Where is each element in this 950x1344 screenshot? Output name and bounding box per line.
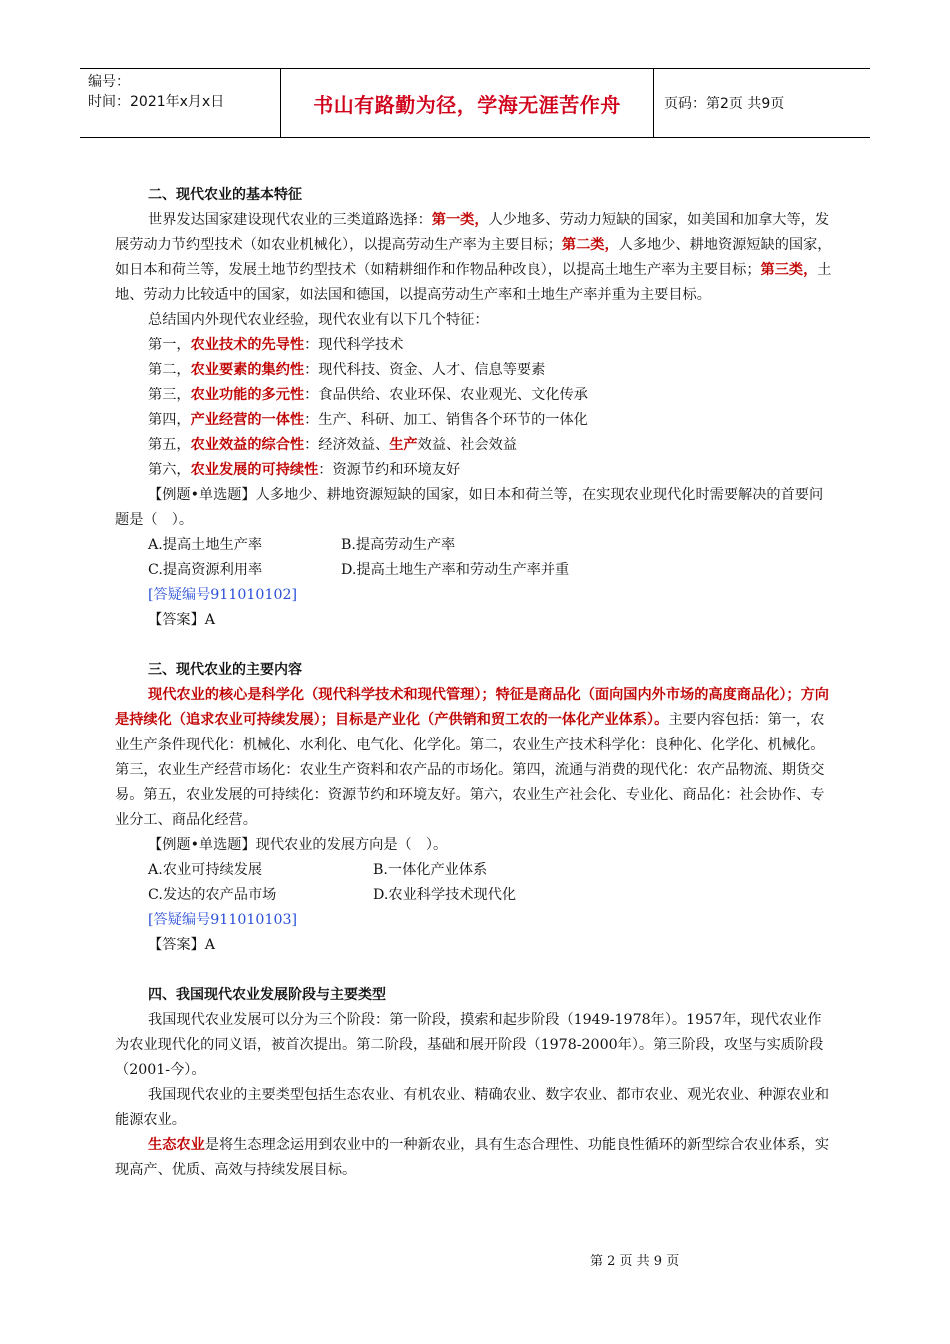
feature-item: [115, 383, 835, 408]
feature-key: 农业要素的集约性: [190, 362, 305, 378]
text-run: 人多地少、耕地资源短缺的国家，如日本和荷兰等，发展土地节约型技术（如精耕细作和作物品种改良），以提高土地生产率为主要目标；: [115, 237, 832, 278]
feature-desc: ：食品供给、农业环保、农业观光、文化传承: [304, 387, 588, 403]
highlight-second-type: 第二类，: [561, 237, 619, 253]
feature-prefix: 第一，: [148, 337, 191, 353]
section-2-paragraph-2: 总结国内外现代农业经验，现代农业有以下几个特征：: [148, 312, 489, 328]
section-4-paragraph-2: 我国现代农业的主要类型包括生态农业、有机农业、精确农业、数字农业、都市农业、观光农业、种源农业和能源农业。: [115, 1087, 830, 1128]
feature-key: 农业发展的可持续性: [190, 462, 319, 478]
highlight-first-type: 第一类，: [431, 212, 489, 228]
spacer: [115, 633, 835, 658]
highlight-third-type: 第三类，: [760, 262, 818, 278]
header-motto: 书山有路勤为径，学海无涯苦作舟: [313, 92, 621, 117]
header-motto-cell: [281, 69, 654, 137]
section-4-title: 四、我国现代农业发展阶段与主要类型: [148, 987, 386, 1003]
text-run: 世界发达国家建设现代农业的三类道路选择：: [148, 212, 432, 228]
section-2-title: 二、现代农业的基本特征: [148, 187, 302, 203]
option-b: B.提高劳动生产率: [341, 537, 456, 553]
page-footer: 第 2 页 共 9 页: [590, 1254, 680, 1269]
option-a: A.农业可持续发展: [148, 862, 263, 878]
header-number: 编号：: [88, 74, 130, 90]
options-row: [115, 558, 835, 583]
header-meta: [80, 69, 281, 137]
option-b: B.一体化产业体系: [373, 862, 488, 878]
example-question-1: 【例题•单选题】人多地少、耕地资源短缺的国家，如日本和荷兰等，在实现农业现代化时需要解决的首要问题是（ ）。: [115, 487, 824, 528]
option-d: D.农业科学技术现代化: [373, 887, 517, 903]
text-run: 人少地多、劳动力短缺的国家，如美国和加拿大等，发展劳动力节约型技术（如农业机械化），以提高劳动生产率为主要目标；: [115, 212, 830, 253]
option-d: D.提高土地生产率和劳动生产率并重: [341, 562, 570, 578]
page-header: [80, 68, 870, 138]
text-run: 土地、劳动力比较适中的国家，如法国和德国，以提高劳动生产率和土地生产率并重为主要目标。: [115, 262, 832, 303]
feature-item: [115, 458, 835, 483]
header-time: 时间：2021年x月x日: [88, 94, 225, 110]
answer: 【答案】A: [148, 612, 215, 628]
example-question-2: 【例题•单选题】现代农业的发展方向是（ ）。: [148, 837, 448, 853]
answer: 【答案】A: [148, 937, 215, 953]
qa-reference: [答疑编号911010103]: [148, 912, 298, 928]
section-3-paragraph: [115, 683, 835, 833]
feature-item: [115, 358, 835, 383]
feature-desc: ：现代科学技术: [304, 337, 404, 353]
options-row: [115, 883, 835, 908]
feature-key: 农业效益的综合性: [190, 437, 305, 453]
feature-prefix: 第二，: [148, 362, 191, 378]
options-row: [115, 858, 835, 883]
term-highlight: 生态农业: [148, 1137, 205, 1153]
document-body: [115, 183, 835, 1183]
feature-item: [115, 408, 835, 433]
options-row: [115, 533, 835, 558]
feature-desc-tail: 效益、社会效益: [417, 437, 517, 453]
section-3-title: 三、现代农业的主要内容: [148, 662, 302, 678]
feature-desc: ：资源节约和环境友好: [318, 462, 461, 478]
feature-prefix: 第五，: [148, 437, 191, 453]
feature-key: 产业经营的一体性: [190, 412, 305, 428]
text-run: 主要内容包括：第一，农业生产条件现代化：机械化、水利化、电气化、化学化。第二，农业生产技术科学化：良种化、化学化、机械化。第三，农业生产经营市场化：农业生产资料和农产品的市场化。第四，流通与消费的现代化：农产品物流、期货交易。第五，农业发展的可持续化：资源节约和环境友好。第六，农业生产社会化、专业化、商品化：社会协作、专业分工、商品化经营。: [115, 712, 825, 828]
option-c: C.发达的农产品市场: [148, 887, 277, 903]
qa-reference: [答疑编号911010102]: [148, 587, 298, 603]
feature-highlight: 生产: [389, 437, 418, 453]
section-2-paragraph-1: [115, 208, 835, 308]
feature-prefix: 第四，: [148, 412, 191, 428]
key-statement: 现代农业的核心是科学化（现代科学技术和现代管理）；特征是商品化（面向国内外市场的高度商品化）；方向是持续化（追求农业可持续发展）；目标是产业化（产供销和贸工农的一体化产业体系）。: [115, 687, 829, 728]
feature-prefix: 第三，: [148, 387, 191, 403]
option-a: A.提高土地生产率: [148, 537, 263, 553]
feature-item: [115, 433, 835, 458]
option-c: C.提高资源利用率: [148, 562, 263, 578]
text-run: 是将生态理念运用到农业中的一种新农业，具有生态合理性、功能良性循环的新型综合农业体系，实现高产、优质、高效与持续发展目标。: [115, 1137, 830, 1178]
feature-prefix: 第六，: [148, 462, 191, 478]
spacer: [115, 958, 835, 983]
section-4-paragraph-1: 我国现代农业发展可以分为三个阶段：第一阶段，摸索和起步阶段（1949-1978年）。1957年，现代农业作为农业现代化的同义语，被首次提出。第二阶段，基础和展开阶段（1978-2000年）。第三阶段，攻坚与实质阶段（2001-今）。: [115, 1012, 824, 1078]
feature-key: 农业功能的多元性: [190, 387, 305, 403]
header-page-info: 页码：第2页 共9页: [664, 96, 785, 112]
feature-item: [115, 333, 835, 358]
feature-desc: ：经济效益、: [304, 437, 390, 453]
feature-key: 农业技术的先导性: [190, 337, 305, 353]
feature-desc: ：现代科技、资金、人才、信息等要素: [304, 362, 546, 378]
section-4-paragraph-3: [115, 1133, 835, 1183]
feature-desc: ：生产、科研、加工、销售各个环节的一体化: [304, 412, 588, 428]
